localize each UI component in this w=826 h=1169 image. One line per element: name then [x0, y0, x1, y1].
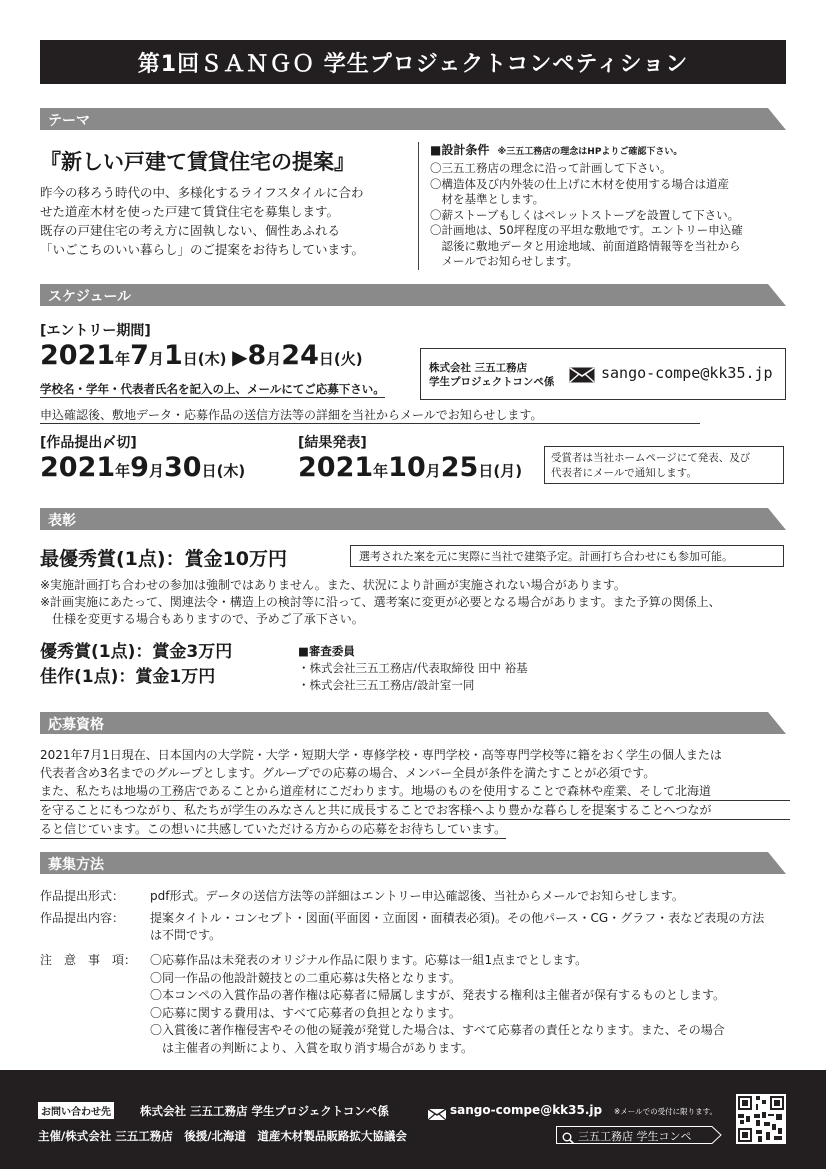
method-format-label: 作品提出形式： [40, 889, 125, 903]
entry-period: 2021年7月1日(木) ▶8月24日(火) [40, 340, 363, 371]
footer [0, 1070, 826, 1169]
condition-item: 〇三五工務店の理念に沿って計画して下さい。 [430, 161, 672, 175]
search-text: 三五工務店 学生コンペ [578, 1130, 692, 1143]
judge-item: ・株式会社三五工務店/設計室一同 [298, 678, 475, 692]
condition-item: 〇計画地は、50坪程度の平坦な敷地です。エントリー申込確 [430, 223, 743, 237]
company-dept: 学生プロジェクトコンペ係 [429, 376, 555, 388]
theme-body-line: 「いごこちのいい暮らし」のご提案をお待ちしています。 [40, 242, 365, 257]
method-notes-label: 注 意 事 項： [40, 953, 137, 967]
section-title: スケジュール [48, 289, 132, 305]
entry-label: [エントリー期間] [40, 323, 151, 339]
method-format: pdf形式。データの送信方法等の詳細はエントリー申込確認後、当社からメールでお知らせします。 [150, 889, 684, 903]
section-header-schedule [40, 284, 786, 306]
grand-prize-note: 選考された案を元に実際に当社で建築予定。計画打ち合わせにも参加可能。 [350, 545, 784, 567]
section-title: 募集方法 [48, 857, 104, 873]
theme-body [40, 183, 412, 259]
organizer: 主催/株式会社 三五工務店 後援/北海道 道産木材製品販路拡大協議会 [38, 1129, 407, 1143]
good-prize: 佳作(1点)：賞金1万円 [40, 667, 216, 687]
contact-email[interactable]: sango-compe@kk35.jp [601, 364, 773, 382]
excellent-prize: 優秀賞(1点)：賞金3万円 [40, 642, 233, 662]
grand-prize: 最優秀賞(1点)：賞金10万円 [40, 548, 288, 570]
contact-box [420, 348, 786, 400]
award-notes: ※実施計画打ち合わせの参加は強制ではありません。また、状況により計画が実施されない場合があります。 ※計画実施にあたって、関連法令・構造上の検討等に沿って、選考案に変更が必要となる場合があります。また予算の関係上、 仕様を変更する場合もありますので、予めご了承下さい。 [40, 578, 721, 626]
section-header-award [40, 508, 786, 530]
theme-body-line: 昨今の移ろう時代の中、多様化するライフスタイルに合わ [40, 185, 364, 200]
result-date: 2021年10月25日(月) [298, 452, 523, 483]
section-title: 応募資格 [48, 717, 104, 733]
section-header-method [40, 852, 786, 874]
design-conditions [430, 141, 790, 270]
judge-item: ・株式会社三五工務店/代表取締役 田中 裕基 [298, 661, 528, 675]
mail-icon [428, 1105, 446, 1124]
result-label: [結果発表] [298, 435, 367, 451]
result-note: 受賞者は当社ホームページにて発表、及び 代表者にメールで通知します。 [544, 446, 784, 484]
company-name: 株式会社 三五工務店 [429, 362, 528, 374]
judges-title: ■審査委員 [298, 644, 355, 658]
section-title: テーマ [48, 113, 90, 129]
condition-item: 認後に敷地データと用途地域、前面道路情報等を当社から [430, 238, 741, 253]
section-header-eligibility [40, 712, 786, 734]
footer-contact: 株式会社 三五工務店 学生プロジェクトコンペ係 [140, 1104, 389, 1118]
footer-email[interactable]: sango-compe@kk35.jp [450, 1103, 603, 1117]
after-entry-note: 申込確認後、敷地データ・応募作品の送信方法等の詳細を当社からメールでお知らせします。 [40, 406, 700, 424]
section-title: 表彰 [48, 513, 76, 529]
theme-headline: 『新しい戸建て賃貸住宅の提案』 [40, 150, 355, 174]
method-content-label: 作品提出内容： [40, 911, 125, 925]
section-header-theme [40, 108, 786, 130]
search-box[interactable] [556, 1126, 722, 1144]
method-content: 提案タイトル・コンセプト・図面(平面図・立面図・面積表必須)。その他パース・CG・グラフ・表など表現の方法 は不問です。 [150, 911, 765, 942]
divider [418, 142, 419, 270]
method-notes: 〇応募作品は未発表のオリジナル作品に限ります。応募は一組1点までとします。 〇同一作品の他設計競技との二重応募は失格となります。 〇本コンペの入賞作品の著作権は応募者に帰属しますが、発表する権利は主催者が保有するものとします。 〇応募に関する費用は、すべて応募者の負担となります。 〇入賞後に著作権侵害やその他の疑義が発覚した場合は、すべて応募者の責任となります。また、その場合 は主催者の判断により、入賞を取り消す場合があります。 [150, 953, 726, 1055]
condition-item: 〇構造体及び内外装の仕上げに木材を使用する場合は道産 [430, 176, 729, 191]
contact-label: お問い合わせ先 [38, 1102, 114, 1119]
entry-note: 学校名・学年・代表者氏名を記入の上、メールにてご応募下さい。 [40, 382, 385, 396]
submit-deadline: 2021年9月30日(木) [40, 452, 246, 483]
qr-code[interactable] [736, 1094, 786, 1144]
submit-label: [作品提出〆切] [40, 435, 137, 451]
footer-email-note: ※メールでの受付に限ります。 [614, 1107, 718, 1116]
mail-icon [569, 367, 595, 387]
other-prizes [40, 640, 232, 690]
conditions-title: ■設計条件 [430, 143, 490, 157]
page-title: 第1回ＳＡＮＧＯ 学生プロジェクトコンペティション [40, 40, 786, 84]
theme-body-line: せた道産木材を使った戸建て賃貸住宅を募集します。 [40, 204, 340, 219]
condition-item: メールでお知らせします。 [430, 254, 579, 268]
judges [298, 643, 528, 694]
conditions-note: ※三五工務店の理念はHPよりご確認下さい。 [497, 147, 683, 157]
search-icon [562, 1129, 574, 1148]
condition-item: 〇薪ストーブもしくはペレットストーブを設置して下さい。 [430, 207, 740, 222]
condition-item: 材を基準とします。 [430, 192, 545, 206]
eligibility-body: 2021年7月1日現在、日本国内の大学院・大学・短期大学・専修学校・専門学校・高等専門学校等に籍をおく学生の個人または 代表者含め3名までのグループとします。グループでの応募の場合、メンバー全員が条件を満たすことが必須です。 また、私たちは地場の工務店であることから道産材にこだわります。地場のものを使用することで森林や産業、そして北海道 を守ることにもつながり、私たちが学生のみなさんと共に成長することでお客様へより豊かな暮らしを提案することへつなが ると信じています。この想いに共感していただける方からの応募をお待ちしています。 [40, 746, 790, 839]
theme-body-line: 既存の戸建住宅の考え方に固執しない、個性あふれる [40, 223, 341, 238]
